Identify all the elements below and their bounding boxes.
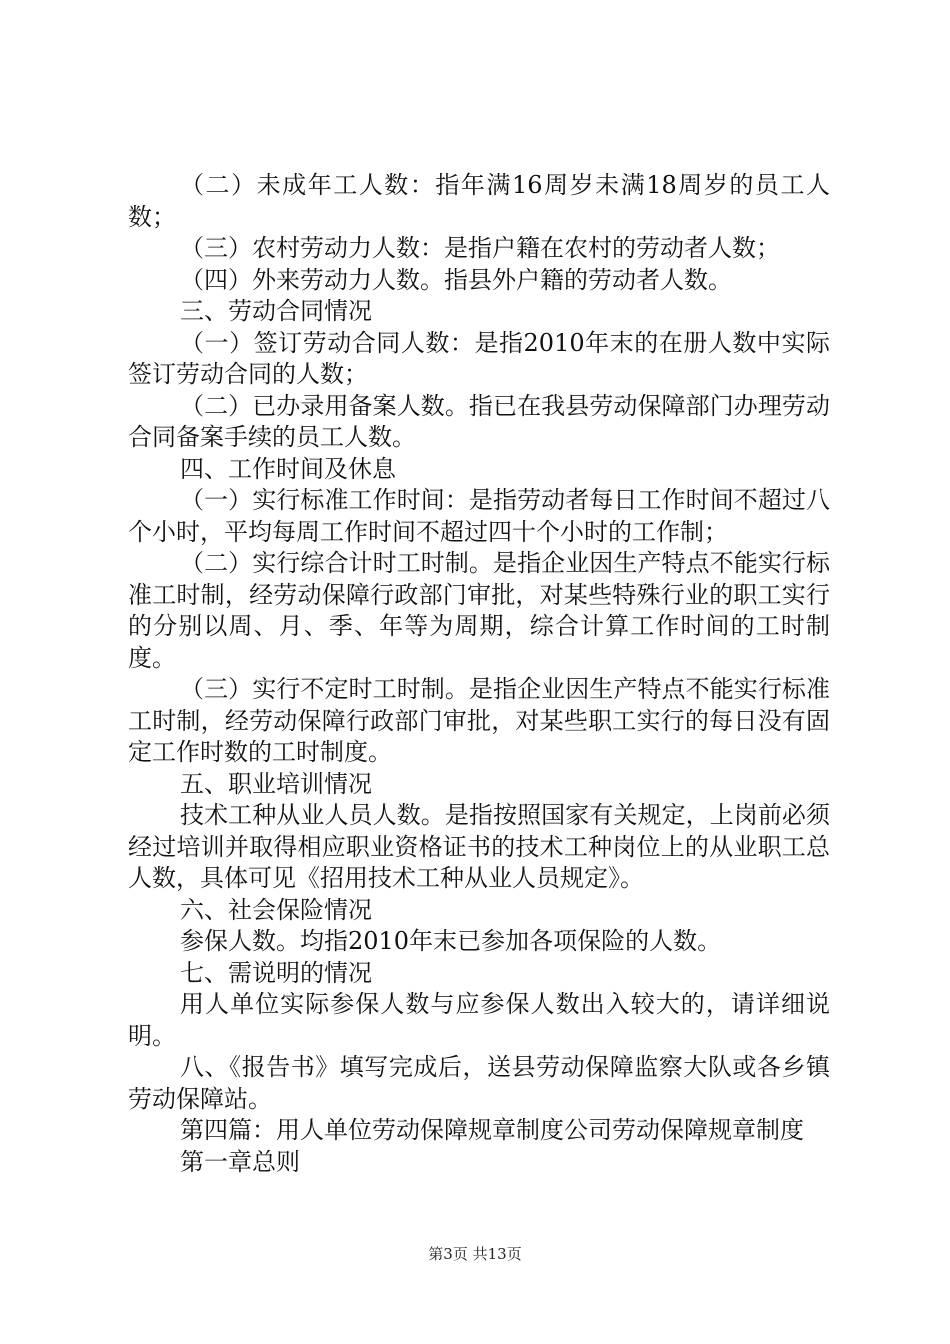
paragraph: 八、《报告书》填写完成后，送县劳动保障监察大队或各乡镇劳动保障站。 <box>128 1053 830 1113</box>
paragraph: 技术工种从业人员人数。是指按照国家有关规定，上岗前必须经过培训并取得相应职业资格证书的技术工种岗位上的从业职工总人数，具体可见《招用技术工种从业人员规定》。 <box>128 801 830 892</box>
section-heading: 四、工作时间及休息 <box>180 454 396 483</box>
section-heading: 五、职业培训情况 <box>180 769 372 798</box>
section-heading: 六、社会保险情况 <box>180 895 372 924</box>
paragraph: （二）实行综合计时工时制。是指企业因生产特点不能实行标准工时制，经劳动保障行政部门审批，对某些特殊行业的职工实行的分别以周、月、季、年等为周期，综合计算工作时间的工时制度。 <box>128 549 830 672</box>
document-body <box>128 170 830 1178</box>
section-heading: 七、需说明的情况 <box>180 958 372 987</box>
page-footer <box>0 1243 950 1264</box>
paragraph: （三）实行不定时工时制。是指企业因生产特点不能实行标准工时制，经劳动保障行政部门审批，对某些职工实行的每日没有固定工作时数的工时制度。 <box>128 675 830 766</box>
paragraph: （三）农村劳动力人数：是指户籍在农村的劳动者人数； <box>180 234 780 262</box>
paragraph: （四）外来劳动力人数。指县外户籍的劳动者人数。 <box>180 265 732 294</box>
paragraph: 用人单位实际参保人数与应参保人数出入较大的，请详细说明。 <box>128 990 830 1050</box>
paragraph: （一）实行标准工作时间：是指劳动者每日工作时间不超过八个小时，平均每周工作时间不超过四十个小时的工作制； <box>128 486 830 546</box>
chapter-title: 第四篇：用人单位劳动保障规章制度公司劳动保障规章制度 <box>180 1116 804 1144</box>
page-number: 第3页 共13页 <box>428 1245 522 1263</box>
paragraph: （二）已办录用备案人数。指已在我县劳动保障部门办理劳动合同备案手续的员工人数。 <box>128 391 830 451</box>
section-heading: 三、劳动合同情况 <box>180 297 372 325</box>
paragraph: 参保人数。均指2010年末已参加各项保险的人数。 <box>180 927 722 955</box>
chapter-heading: 第一章总则 <box>180 1147 300 1176</box>
paragraph: （二）未成年工人数：指年满16周岁未满18周岁的员工人数； <box>128 171 830 231</box>
paragraph: （一）签订劳动合同人数：是指2010年末的在册人数中实际签订劳动合同的人数； <box>128 328 830 388</box>
